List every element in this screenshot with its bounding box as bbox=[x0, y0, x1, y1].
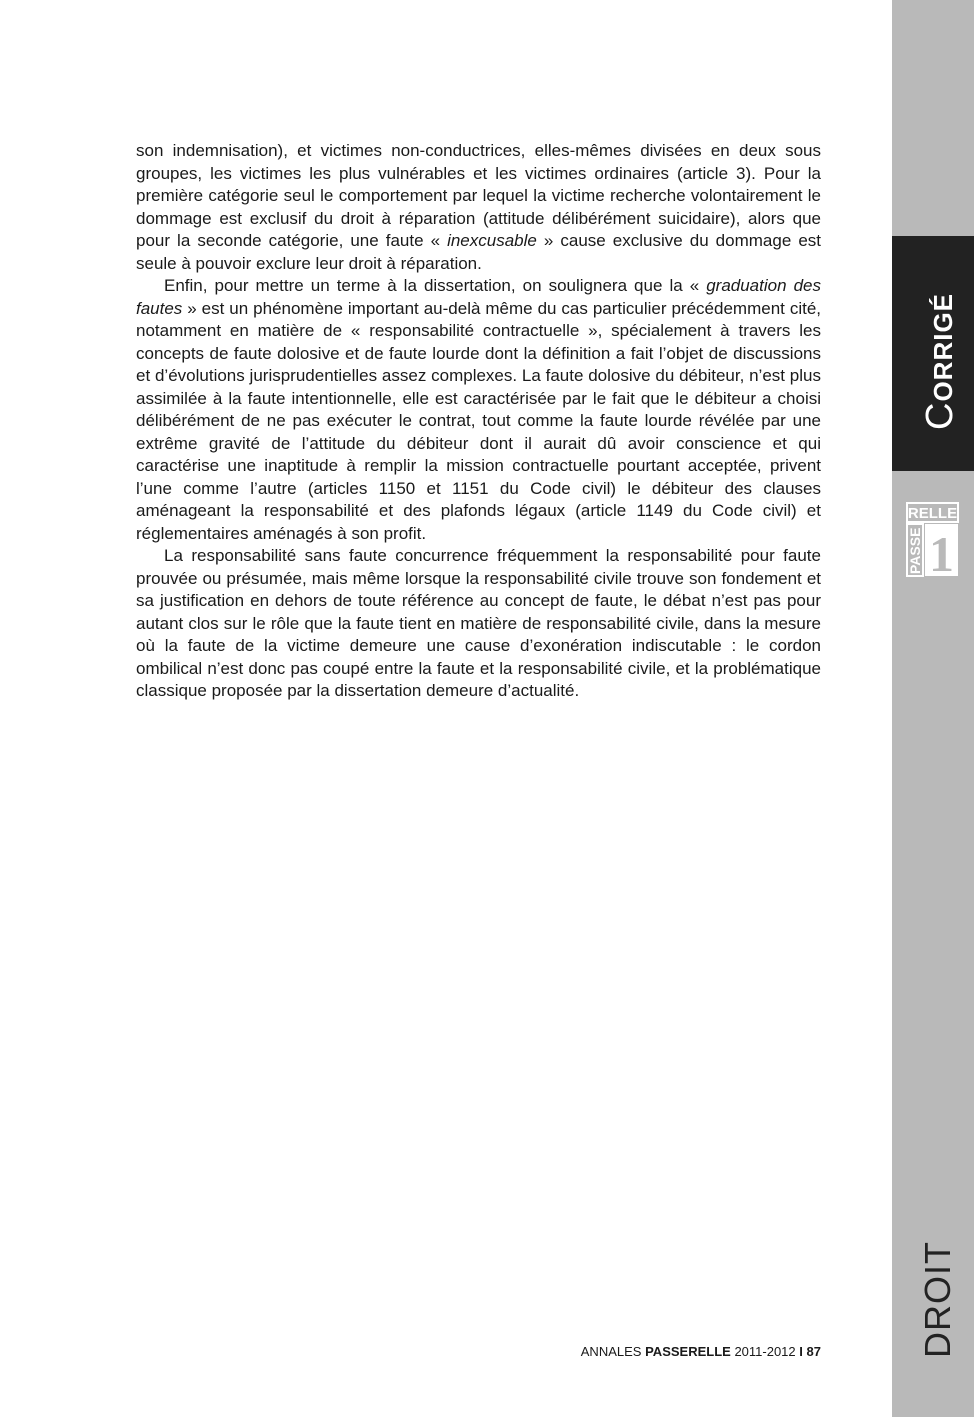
text-run: La responsabilité sans faute concurrence fréquemment la responsabilité pour faute prouvée ou présumée, mais même lorsque la responsabilité civile trouve son fondement et sa justification en dehors de toute référence au concept de faute, le débat n’est pas pour autant clos sur le rôle que la faute tient en matière de responsabilité civile, dans la mesure où la faute de la victime demeure une cause d’exonération indiscutable : le cordon ombilical n’est donc pas coupé entre la faute et la responsabilité civile, et la problématique classique proposée par la dissertation demeure d’actualité. bbox=[136, 546, 821, 700]
subject-label: DROIT bbox=[917, 1241, 958, 1358]
text-run: » cause exclusive du dommage est seule à pouvoir exclure leur droit à réparation. bbox=[136, 231, 821, 273]
section-rest: ORRIGÉ bbox=[928, 292, 958, 402]
text-run: son indemnisation), et victimes non-conductrices, elles-mêmes divisées en deux sous groupes, les victimes les plus vulnérables et les victimes ordinaires (article 3). Pour la première catégorie seul le comportement par lequel la victime recherche volontairement le dommage est exclusif du droit à réparation (attitude délibérément suicidaire), alors que pour la seconde catégorie, une faute « bbox=[136, 141, 821, 250]
logo-top-text: RELLE bbox=[907, 505, 958, 522]
footer-brand: PASSERELLE bbox=[645, 1344, 731, 1359]
paragraph-3 bbox=[136, 545, 821, 703]
text-run: inexcusable bbox=[447, 231, 537, 250]
passerelle-logo-icon bbox=[906, 501, 959, 577]
page-footer bbox=[581, 1344, 821, 1360]
sidebar bbox=[892, 0, 974, 1417]
paragraph-2 bbox=[136, 275, 821, 545]
section-label bbox=[919, 293, 962, 430]
footer-separator: I bbox=[799, 1344, 803, 1359]
logo-number: 1 bbox=[929, 526, 954, 577]
page-number: 87 bbox=[806, 1344, 821, 1359]
text-run: » est un phénomène important au-delà même du cas particulier précédemment cité, notamment en matière de « responsabilité contractuelle », spécialement à travers les concepts de faute dolosive et de faute lourde dont la définition a fait l’objet de discussions et d’évolutions jurisprudentielles assez complexes. La faute dolosive du débiteur, n’est plus assimilée à la faute intentionnelle, elle est caractérisée par le fait que le débiteur a choisi délibérément de ne pas exécuter le contrat, tout comme la faute lourde révélée par une extrême gravité de l’attitude du débiteur dont il aurait dû avoir conscience et qui caractérise une inaptitude à remplir la mission contractuelle pourtant acceptée, privent l’une comme l’autre (articles 1150 et 1151 du Code civil) le débiteur des clauses aménageant la responsabilité et des plafonds légaux (article 1149 du Code civil) et réglementaires aménagés à son profit. bbox=[136, 298, 821, 543]
footer-annales: ANNALES bbox=[580, 1344, 642, 1359]
text-run: graduation des fautes bbox=[136, 276, 821, 318]
section-initial: C bbox=[919, 401, 961, 430]
logo-side-text: PASSE bbox=[907, 527, 923, 574]
text-run: Enfin, pour mettre un terme à la dissertation, on soulignera que la « bbox=[164, 276, 707, 295]
paragraph-1 bbox=[136, 140, 821, 275]
footer-years: 2011-2012 bbox=[734, 1344, 796, 1359]
body-text bbox=[136, 140, 821, 703]
